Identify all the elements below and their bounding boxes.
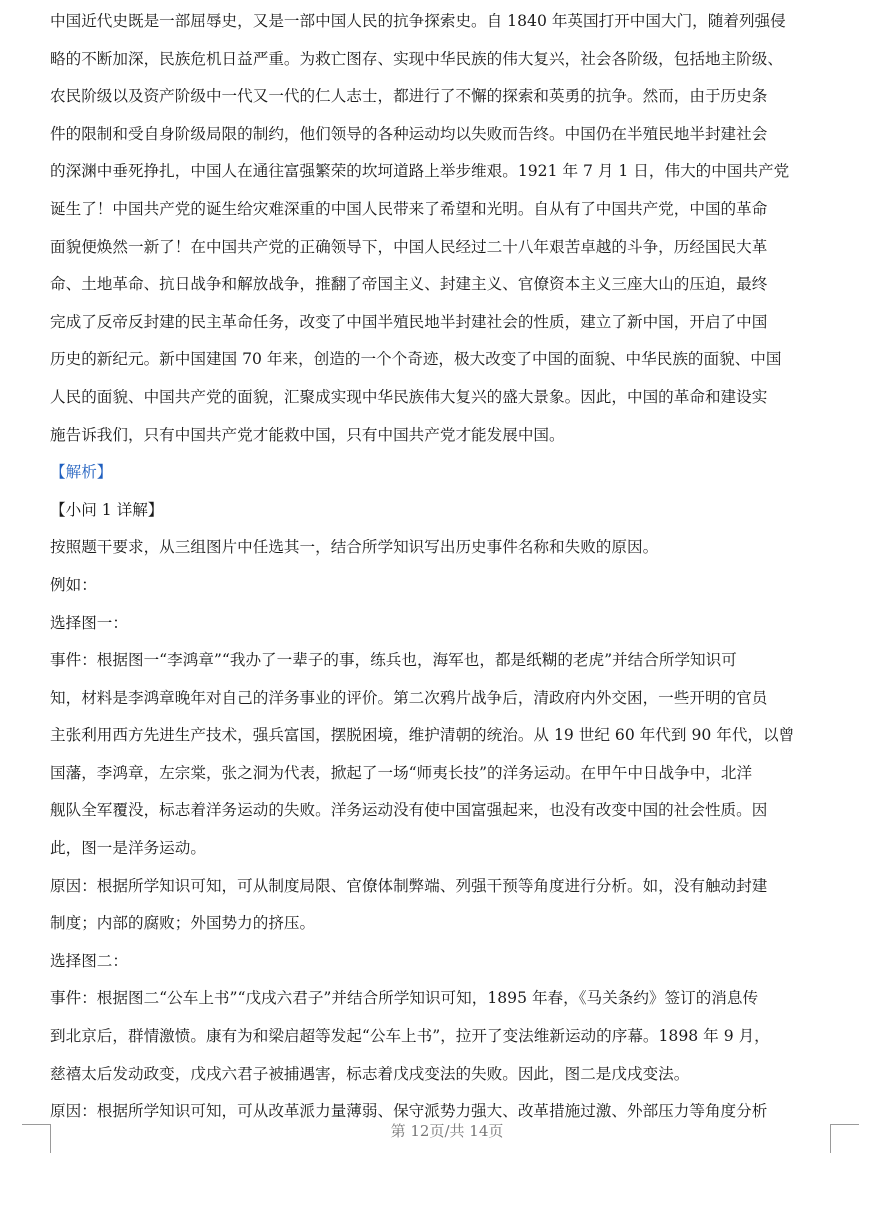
text-line: 事件：根据图二“公车上书”“戊戌六君子”并结合所学知识可知，1895 年春，《马关条约》签订的消息传 [50,989,759,1008]
text-line: 略的不断加深，民族危机日益严重。为救亡图存、实现中华民族的伟大复兴，社会各阶级，包括地主阶级、 [50,49,783,68]
instruction-text: 按照题干要求，从三组图片中任选其一，结合所学知识写出历史事件名称和失败的原因。 [50,538,659,557]
choice2-event-paragraph [50,980,840,1093]
example-label: 例如： [50,575,97,594]
text-line: 此，图一是洋务运动。 [50,839,206,858]
text-line: 完成了反帝反封建的民主革命任务，改变了中国半殖民地半封建社会的性质，建立了新中国，开启了中国 [50,312,768,331]
subquestion-heading: 【小问 1 详解】 [50,500,164,519]
text-line: 的深渊中垂死挣扎，中国人在通往富强繁荣的坎坷道路上举步维艰。1921 年 7 月 1 日，伟大的中国共产党 [50,162,790,181]
text-line: 诞生了！中国共产党的诞生给灾难深重的中国人民带来了希望和光明。自从有了中国共产党，中国的革命 [50,199,768,218]
text-line: 农民阶级以及资产阶级中一代又一代的仁人志士，都进行了不懈的探索和英勇的抗争。然而，由于历史条 [50,87,768,106]
text-line: 历史的新纪元。新中国建国 70 年来，创造的一个个奇迹，极大改变了中国的面貌、中华民族的面貌、中国 [50,350,782,369]
choice1-reason-paragraph [50,868,840,943]
text-line: 舰队全军覆没，标志着洋务运动的失败。洋务运动没有使中国富强起来，也没有改变中国的社会性质。因 [50,801,768,820]
text-line: 施告诉我们，只有中国共产党才能救中国，只有中国共产党才能发展中国。 [50,425,565,444]
analysis-heading: 【解析】 [50,463,113,482]
text-line: 事件：根据图一“李鸿章”“我办了一辈子的事，练兵也，海军也，都是纸糊的老虎”并结合所学知识可 [50,651,737,670]
text-line: 主张利用西方先进生产技术，强兵富国，摆脱困境，维护清朝的统治。从 19 世纪 60 年代到 90 年代，以曾 [50,726,795,745]
text-line: 原因：根据所学知识可知，可从制度局限、官僚体制弊端、列强干预等角度进行分析。如，没有触动封建 [50,876,768,895]
text-line: 命、土地革命、抗日战争和解放战争，推翻了帝国主义、封建主义、官僚资本主义三座大山的压迫，最终 [50,275,768,294]
text-line: 国藩，李鸿章，左宗棠，张之洞为代表，掀起了一场“师夷长技”的洋务运动。在甲午中日战争中，北洋 [50,763,753,782]
text-line: 件的限制和受自身阶级局限的制约，他们领导的各种运动均以失败而告终。中国仍在半殖民地半封建社会 [50,124,768,143]
choice2-label: 选择图二： [50,951,128,970]
choice1-label: 选择图一： [50,613,128,632]
text-line: 到北京后，群情激愤。康有为和梁启超等发起“公车上书”，拉开了变法维新运动的序幕。1898 年 9 月， [50,1027,770,1046]
text-line: 人民的面貌、中国共产党的面貌，汇聚成实现中华民族伟大复兴的盛大景象。因此，中国的革命和建设实 [50,387,768,406]
text-line: 面貌便焕然一新了！在中国共产党的正确领导下，中国人民经过二十八年艰苦卓越的斗争，历经国民大革 [50,237,768,256]
choice1-event-paragraph [50,642,840,868]
text-line: 原因：根据所学知识可知，可从改革派力量薄弱、保守派势力强大、改革措施过激、外部压力等角度分析 [50,1102,768,1121]
text-line: 中国近代史既是一部屈辱史，又是一部中国人民的抗争探索史。自 1840 年英国打开中国大门，随着列强侵 [50,12,786,30]
intro-paragraph [50,3,840,454]
text-line: 制度；内部的腐败；外国势力的挤压。 [50,914,316,933]
document-body [50,0,840,1131]
page-footer: 第 12页/共 14页 [390,1122,504,1140]
text-line: 慈禧太后发动政变，戊戌六君子被捕遇害，标志着戊戌变法的失败。因此，图二是戊戌变法。 [50,1064,690,1083]
text-line: 知，材料是李鸿章晚年对自己的洋务事业的评价。第二次鸦片战争后，清政府内外交困，一些开明的官员 [50,688,768,707]
